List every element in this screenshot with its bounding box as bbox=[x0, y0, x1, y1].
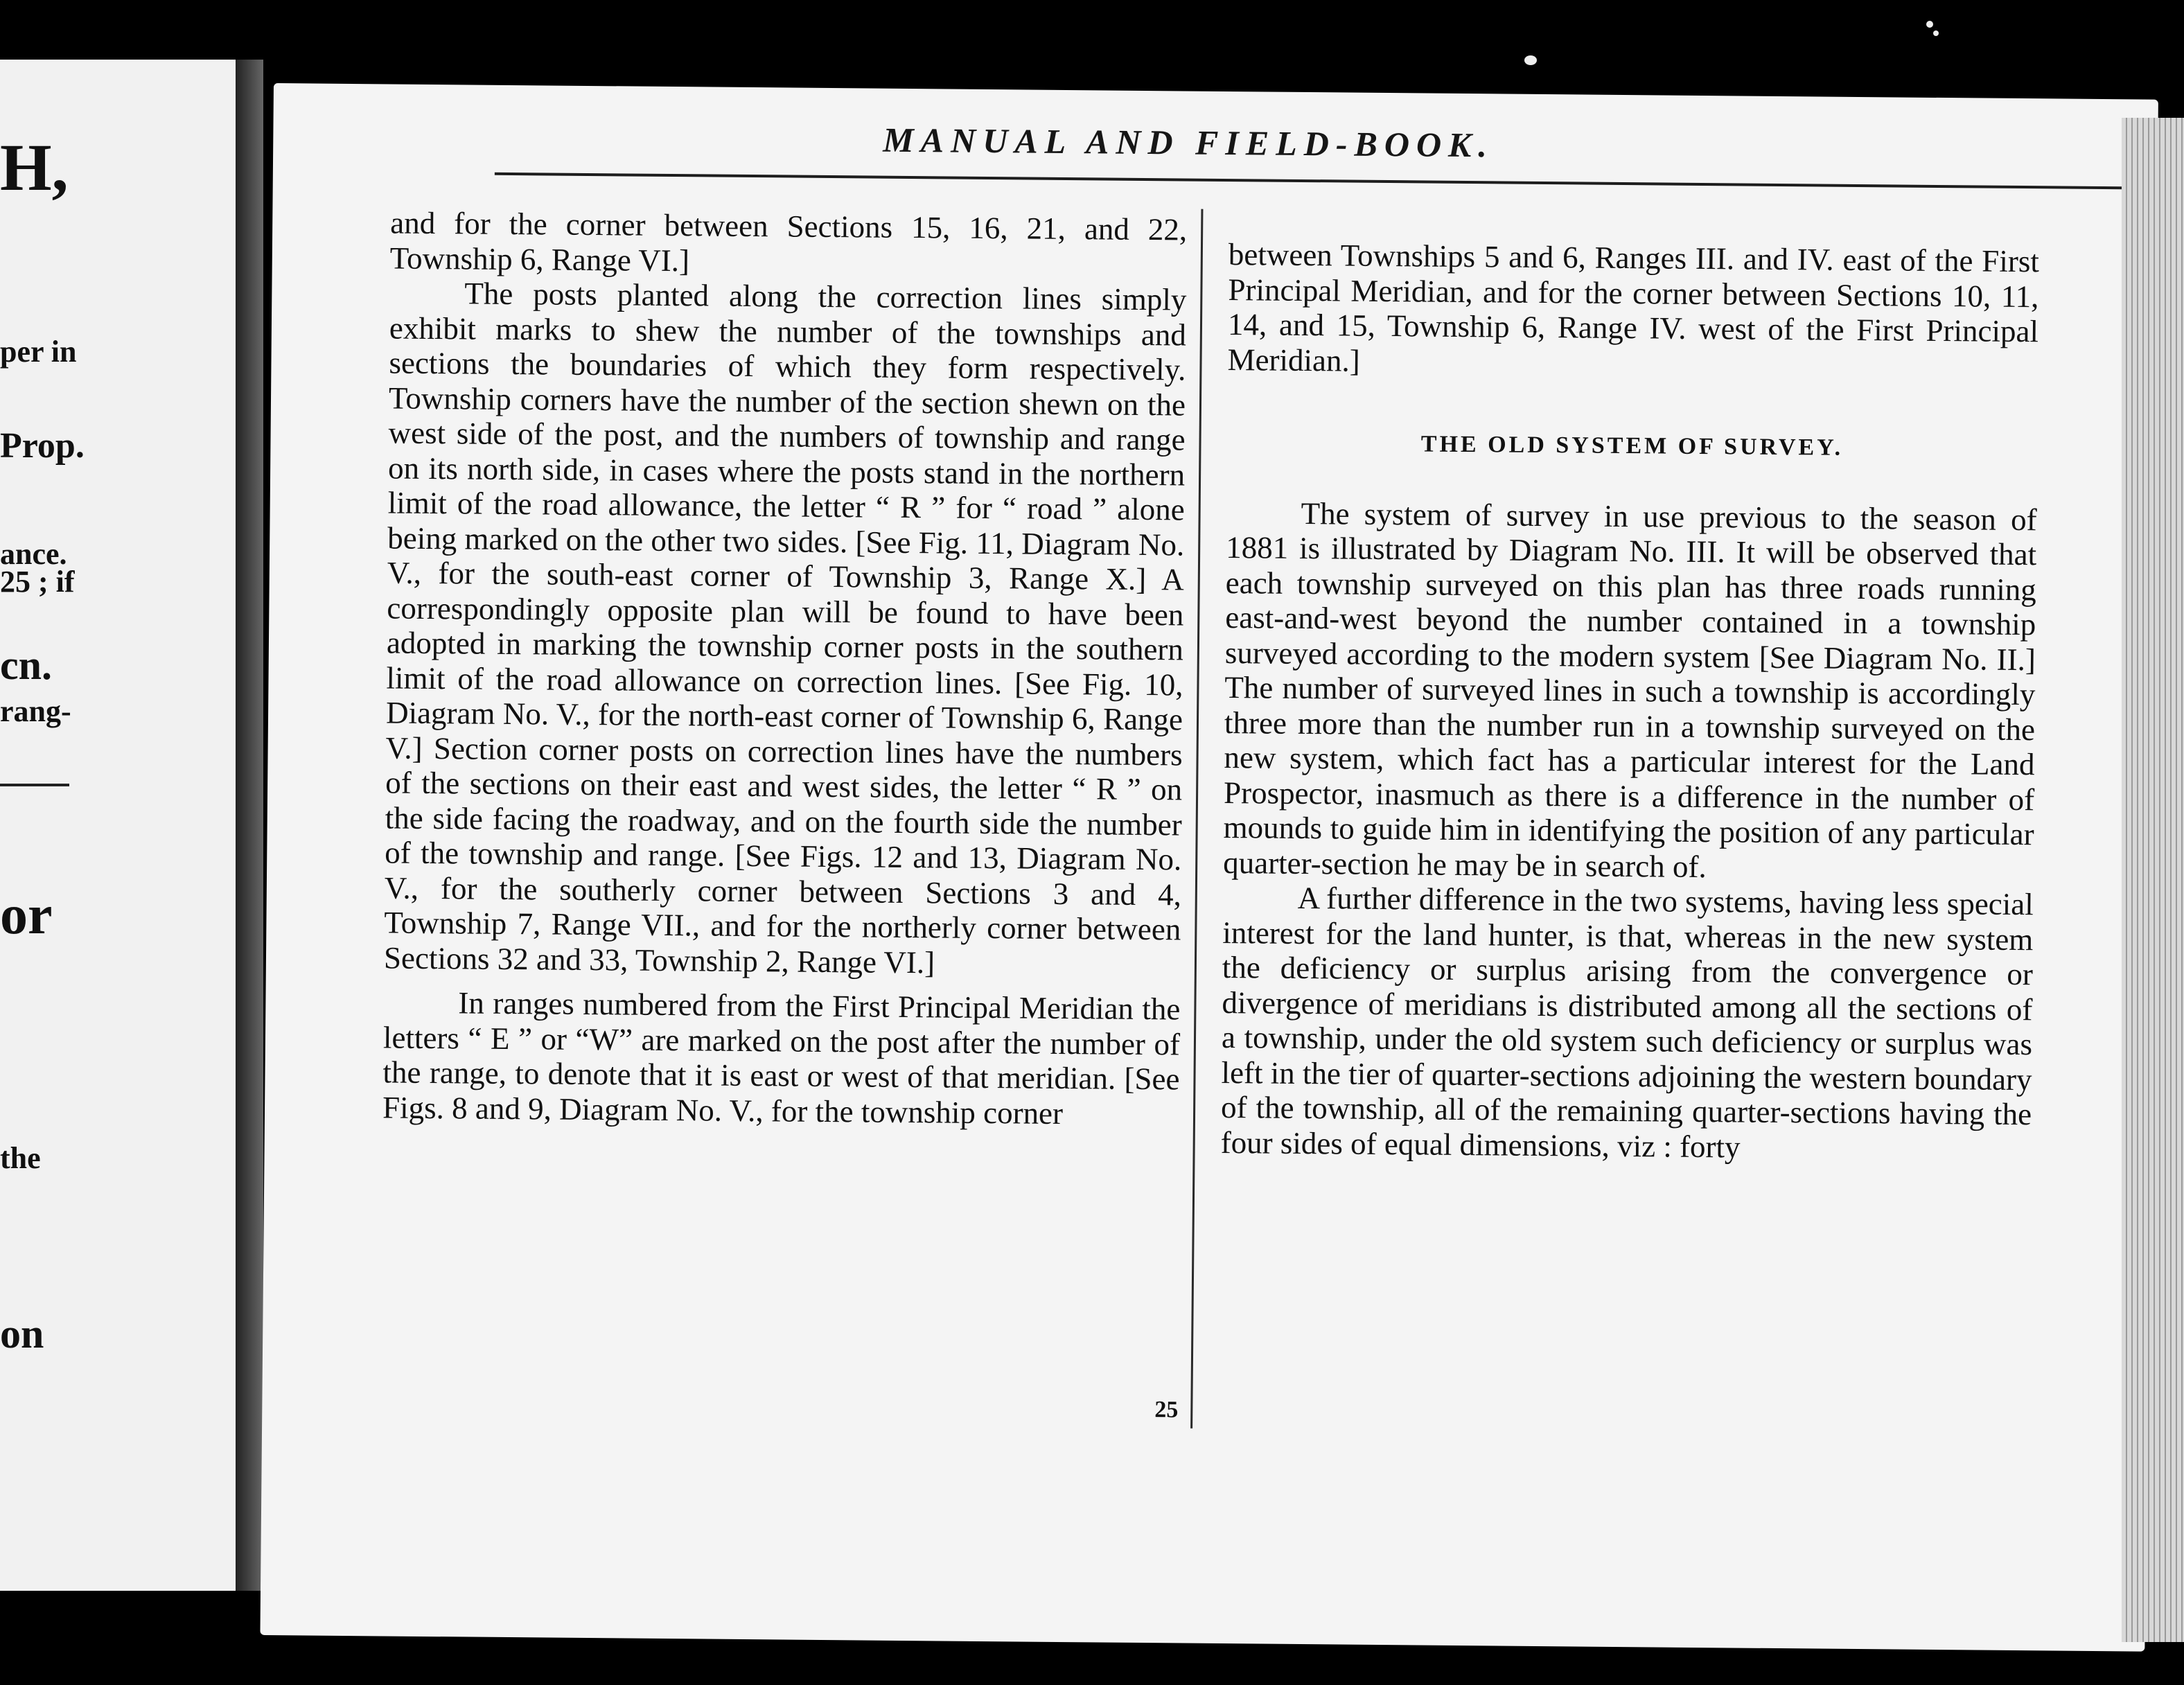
paragraph-further-difference: A further difference in the two systems, having less special interest for the land hunter, is that, whereas in the new system the deficiency or surplus arising from the convergence or divergence of meridians is distributed among all the sections of a township, under the old system such deficiency or surplus was left in the tier of quarter-sections adjoining the western boundary of the township, all of the remaining quarter-sections having the four sides of equal dimensions, viz : forty bbox=[1220, 880, 2034, 1165]
book-gutter bbox=[236, 60, 263, 1591]
running-head: MANUAL AND FIELD-BOOK. bbox=[883, 120, 1495, 165]
page-edges bbox=[2122, 118, 2184, 1642]
left-page-rule bbox=[0, 784, 69, 786]
left-fragment-2: per in bbox=[0, 335, 77, 369]
column-divider bbox=[1190, 209, 1203, 1429]
scan-speck bbox=[1926, 21, 1933, 28]
left-fragment-1: H, bbox=[0, 130, 69, 204]
left-fragment-3: Prop. bbox=[0, 426, 85, 466]
left-facing-page bbox=[0, 60, 238, 1591]
paragraph-continuation: and for the corner between Sections 15, 16, 21, and 22, Township 6, Range VI.] bbox=[389, 205, 1188, 278]
section-heading: THE OLD SYSTEM OF SURVEY. bbox=[1420, 431, 1844, 461]
paragraph-old-system: The system of survey in use previous to the season of 1881 is illustrated by Diagram No. III. It will be observed that each township surveyed on this plan has three roads running east-and-west beyond the number contained in a township surveyed according to the modern system [See Diagram No. II.] The number of surveyed lines in such a township is accordingly three more than the number run in a township surveyed on the new system, which fact has a particular interest for the Land Prospector, inasmuch as there is a difference in the number of mounds to guide him in identifying the position of any particular quarter-section he may be in search of. bbox=[1223, 495, 2037, 884]
book-page bbox=[260, 83, 2158, 1652]
paragraph-ranges: In ranges numbered from the First Principal Meridian the letters “ E ” or “W” are marked on the post after the number of the range, to denote that it is east or west of that meridian. [See Figs. 8 and 9, Diagram No. V., for the township corner bbox=[382, 985, 1181, 1131]
left-fragment-7: rang- bbox=[0, 694, 71, 728]
left-fragment-5: 25 ; if bbox=[0, 565, 75, 599]
left-fragment-8: or bbox=[0, 885, 53, 946]
right-column bbox=[1220, 237, 2039, 1167]
page-number: 25 bbox=[1154, 1397, 1179, 1423]
header-rule bbox=[495, 173, 2123, 190]
paragraph-correction-posts: The posts planted along the correction lines simply exhibit marks to shew the number of the townships and sections the boundaries of which they form respectively. Township corners have the number of the section shewn on the west side of the post, and the numbers of township and range on its north side, in cases where the posts stand in the northern limit of the road allowance, the letter “ R ” for “ road ” alone being marked on the other two sides. [See Fig. 11, Diagram No. V., for the south-east corner of Township 3, Range X.] A correspondingly opposite plan will be found to have been adopted in marking the township corner posts in the southern limit of the road allowance on correction lines. [See Fig. 10, Diagram No. V., for the north-east corner of Township 6, Range V.] Section corner posts on correction lines have the numbers of the sections on their east and west sides, the letter “ R ” on the side facing the roadway, and on the fourth side the number of the township and range. [See Figs. 12 and 13, Diagram No. V., for the southerly corner between Sections 3 and 4, Township 7, Range VII., and for the northerly corner between Sections 32 and 33, Township 2, Range VI.] bbox=[383, 276, 1187, 980]
left-fragment-6: cn. bbox=[0, 642, 52, 688]
scan-speck bbox=[1524, 55, 1537, 65]
scan-speck bbox=[1933, 30, 1939, 36]
left-fragment-10: on bbox=[0, 1311, 44, 1357]
left-fragment-9: the bbox=[0, 1141, 41, 1175]
left-column bbox=[382, 205, 1188, 1131]
paragraph-continuation-right: between Townships 5 and 6, Ranges III. and IV. east of the First Principal Meridian, and for the corner between Sections 10, 11, 14, and 15, Township 6, Range IV. west of the First Principal Meridian.] bbox=[1227, 237, 2040, 378]
left-fragment-4: ance. bbox=[0, 537, 67, 571]
